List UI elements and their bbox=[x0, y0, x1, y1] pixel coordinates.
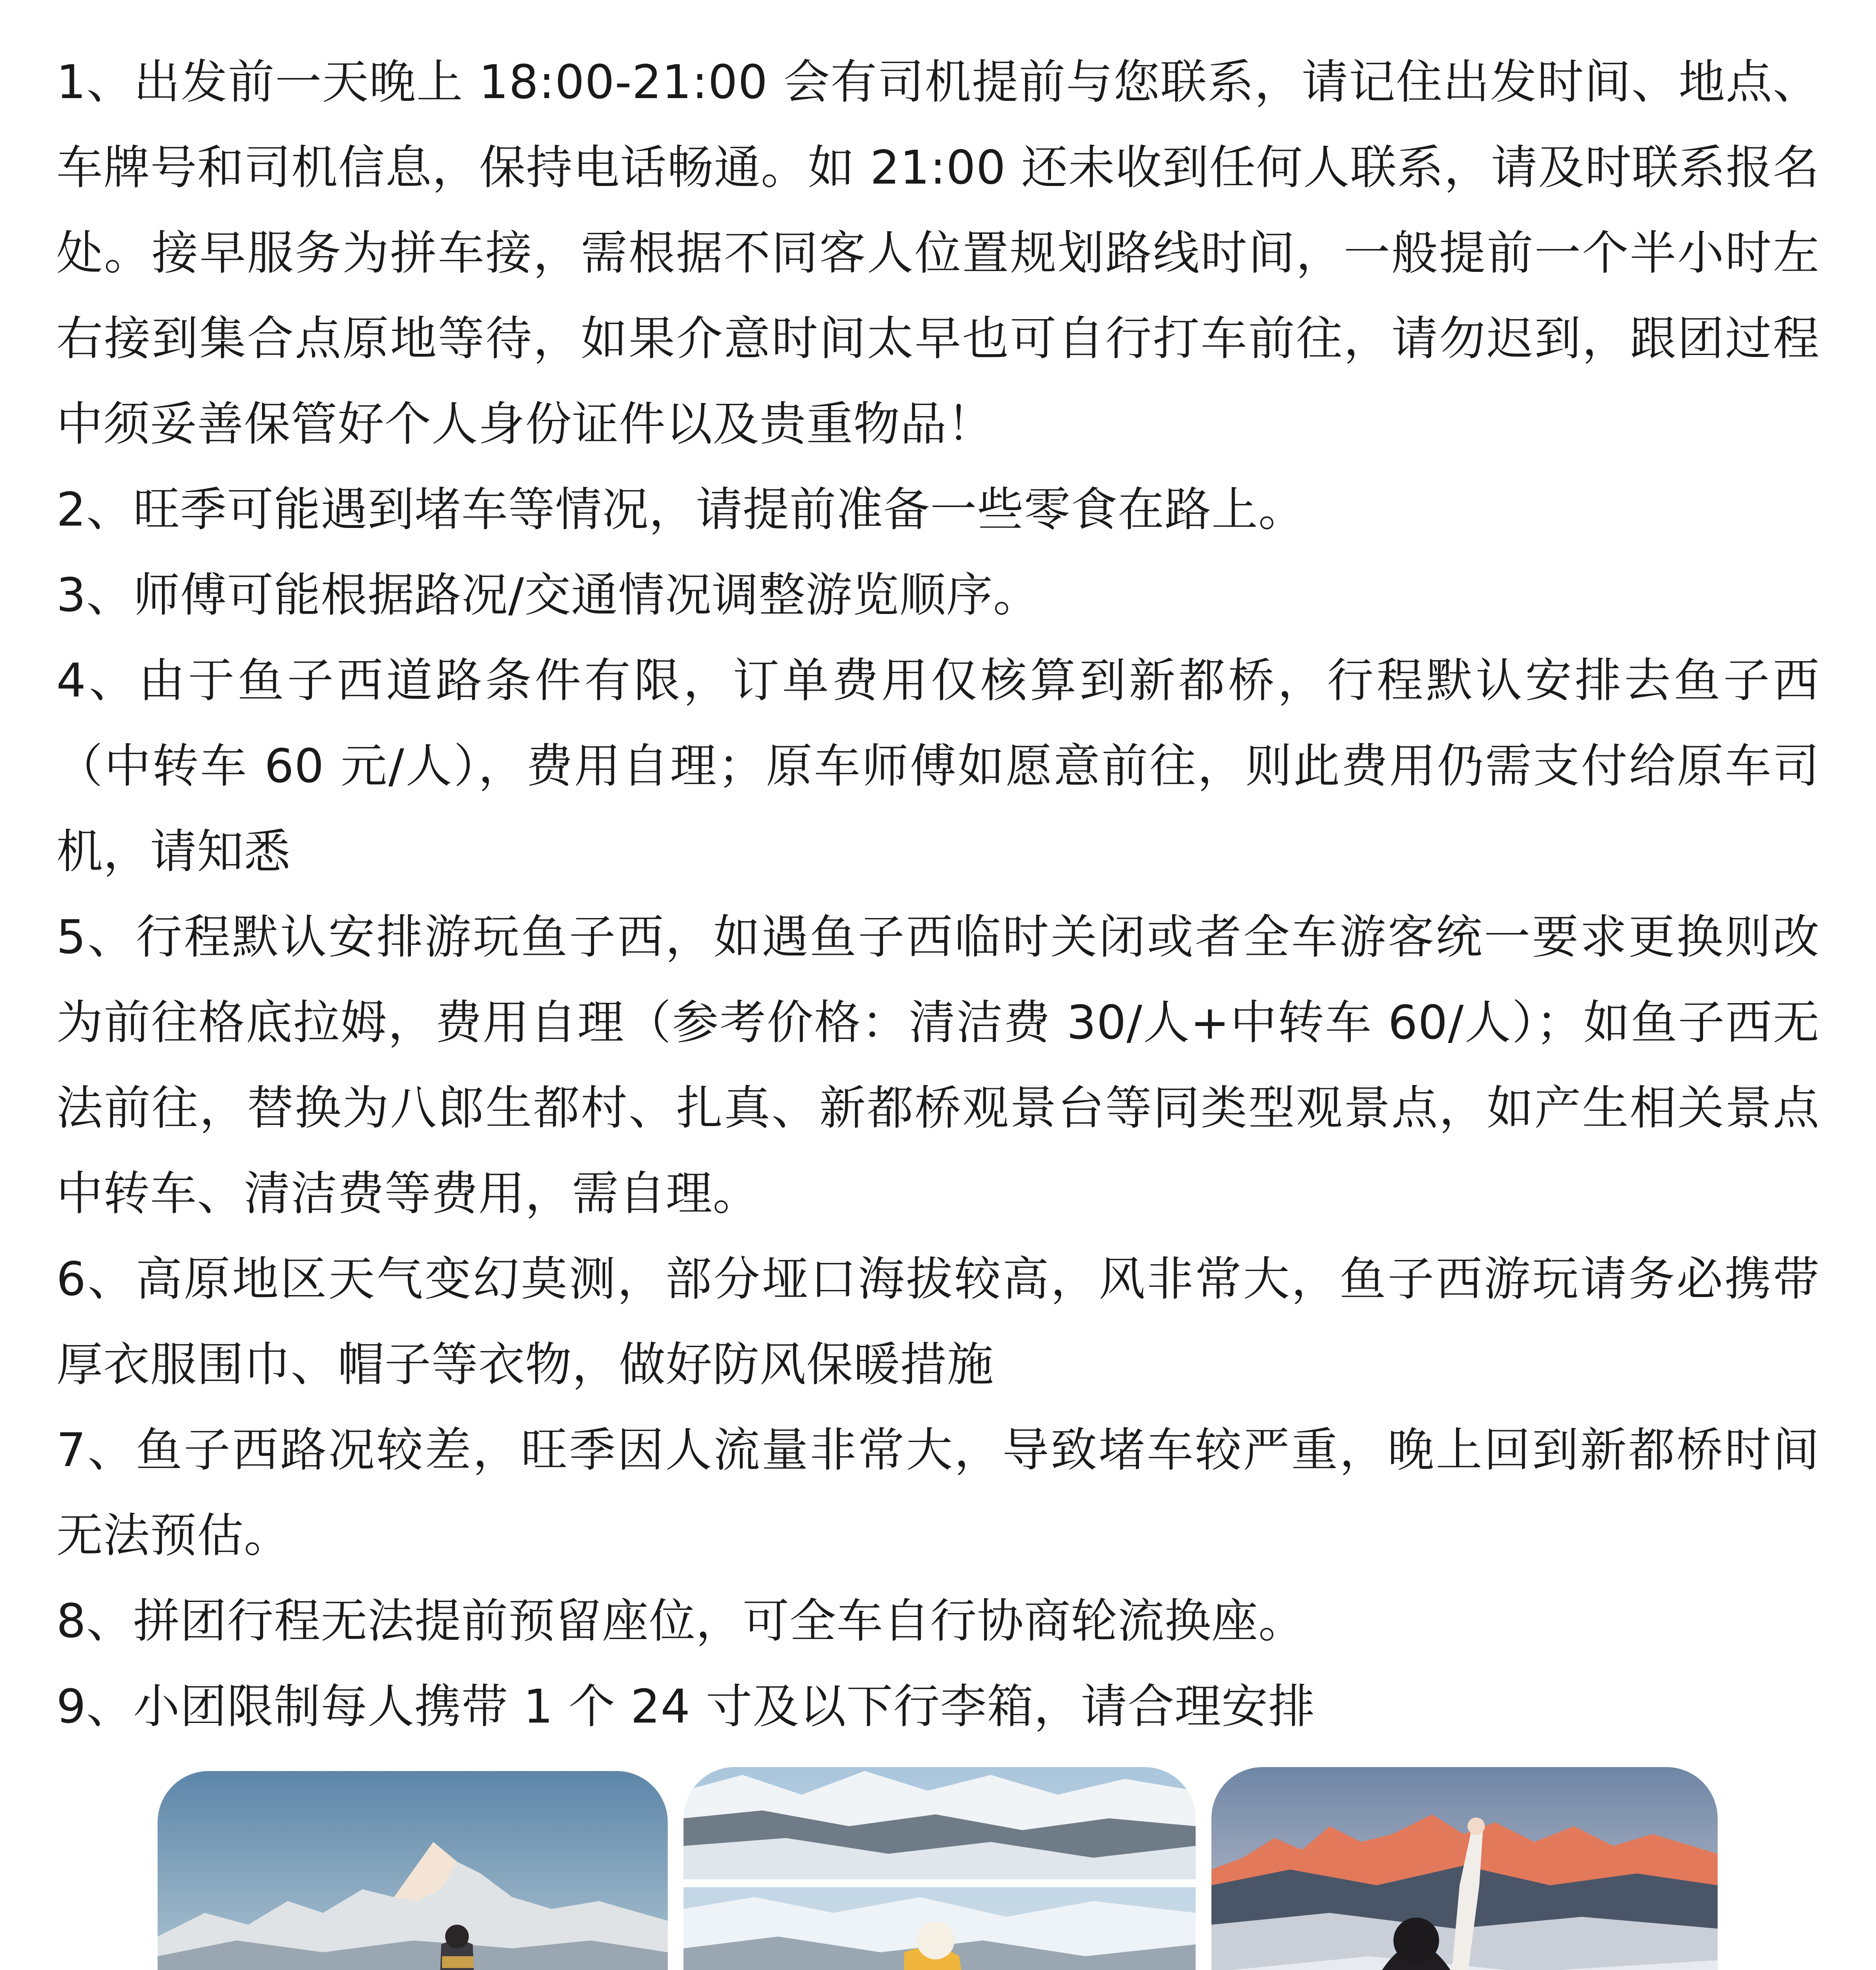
note-item: 1、出发前一天晚上 18:00-21:00 会有司机提前与您联系，请记住出发时间、地点、车牌号和司机信息，保持电话畅通。如 21:00 还未收到任何人联系，请及时联系报名处。接早服务为拼车接，需根据不同客人位置规划路线时间，一般提前一个半小时左右接到集合点原地等待，如果介意时间太早也可自行打车前往，请勿迟到，跟团过程中须妥善保管好个人身份证件以及贵重物品！ bbox=[56, 55, 1820, 451]
note-item: 9、小团限制每人携带 1 个 24 寸及以下行李箱，请合理安排 bbox=[56, 1679, 1315, 1734]
notes-list bbox=[56, 39, 1820, 1749]
note-item: 6、高原地区天气变幻莫测，部分垭口海拔较高，风非常大，鱼子西游玩请务必携带厚衣服围巾、帽子等衣物，做好防风保暖措施 bbox=[56, 1252, 1820, 1392]
note-item: 4、由于鱼子西道路条件有限，订单费用仅核算到新都桥，行程默认安排去鱼子西（中转车 60 元/人），费用自理；原车师傅如愿意前往，则此费用仍需支付给原车司机，请知悉 bbox=[56, 653, 1820, 879]
photo-snow-valley bbox=[684, 1767, 1196, 1970]
note-item: 2、旺季可能遇到堵车等情况，请提前准备一些零食在路上。 bbox=[56, 482, 1306, 537]
photo-sunset-peaks bbox=[1211, 1767, 1718, 1970]
person-waving-sunset-peaks-icon bbox=[1211, 1767, 1718, 1970]
note-item: 5、行程默认安排游玩鱼子西，如遇鱼子西临时关闭或者全车游客统一要求更换则改为前往格底拉姆，费用自理（参考价格：清洁费 30/人+中转车 60/人）；如鱼子西无法前往，替换为八郎生都村、扎真、新都桥观景台等同类型观景点，如产生相关景点中转车、清洁费等费用，需自理。 bbox=[56, 910, 1820, 1221]
photo-snow-mountain bbox=[158, 1771, 668, 1970]
photo-strip bbox=[158, 1767, 1718, 1970]
note-item: 7、鱼子西路况较差，旺季因人流量非常大，导致堵车较严重，晚上回到新都桥时间无法预估。 bbox=[56, 1423, 1820, 1563]
person-facing-snow-mountain-icon bbox=[158, 1771, 668, 1970]
note-item: 3、师傅可能根据路况/交通情况调整游览顺序。 bbox=[56, 568, 1040, 622]
person-in-chair-snow-valley-icon bbox=[684, 1767, 1196, 1970]
note-item: 8、拼团行程无法提前预留座位，可全车自行协商轮流换座。 bbox=[56, 1594, 1306, 1648]
